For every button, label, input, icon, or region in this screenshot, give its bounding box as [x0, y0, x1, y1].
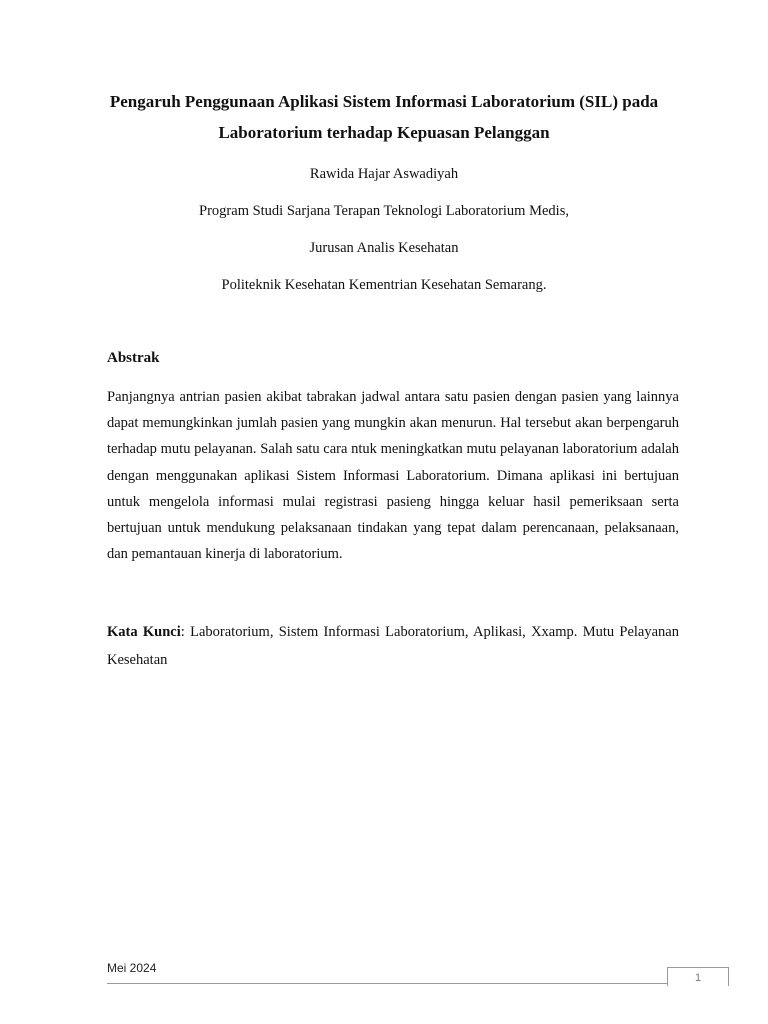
affiliation-department: Jurusan Analis Kesehatan — [309, 240, 459, 256]
keywords-paragraph — [107, 618, 679, 674]
author-name: Rawida Hajar Aswadiyah — [309, 166, 459, 182]
abstract-heading: Abstrak — [107, 350, 160, 366]
footer-divider — [107, 983, 667, 984]
paper-title-line-1: Pengaruh Penggunaan Aplikasi Sistem Informasi Laboratorium (SIL) pada — [109, 92, 659, 111]
abstract-body: Panjangnya antrian pasien akibat tabrakan jadwal antara satu pasien dengan pasien yang lainnya dapat memungkinkan jumlah pasien yang mungkin akan menurun. Hal tersebut akan berpengaruh terhadap mutu pelayanan. Salah satu cara ntuk meningkatkan mutu pelayanan laboratorium adalah dengan menggunakan aplikasi Sistem Informasi Laboratorium. Dimana aplikasi ini bertujuan untuk mengelola informasi mulai registrasi pasieng hingga keluar hasil pemeriksaan serta bertujuan untuk mendukung pelaksanaan tindakan yang tepat dalam perencanaan, pelaksanaan, dan pemantauan kinerja di laboratorium. — [107, 389, 679, 563]
page-number: 1 — [667, 967, 729, 986]
paper-title-line-2: Laboratorium terhadap Kepuasan Pelanggan — [218, 123, 550, 142]
affiliation-program: Program Studi Sarjana Terapan Teknologi Laboratorium Medis, — [199, 203, 569, 219]
keywords-label: Kata Kunci — [107, 624, 181, 640]
paper-title — [80, 86, 688, 148]
keywords-text: : Laboratorium, Sistem Informasi Laboratorium, Aplikasi, Xxamp. Mutu Pelayanan Kesehatan — [107, 624, 679, 668]
footer-date: Mei 2024 — [107, 961, 157, 975]
affiliation-institution: Politeknik Kesehatan Kementrian Kesehatan Semarang. — [221, 277, 547, 293]
